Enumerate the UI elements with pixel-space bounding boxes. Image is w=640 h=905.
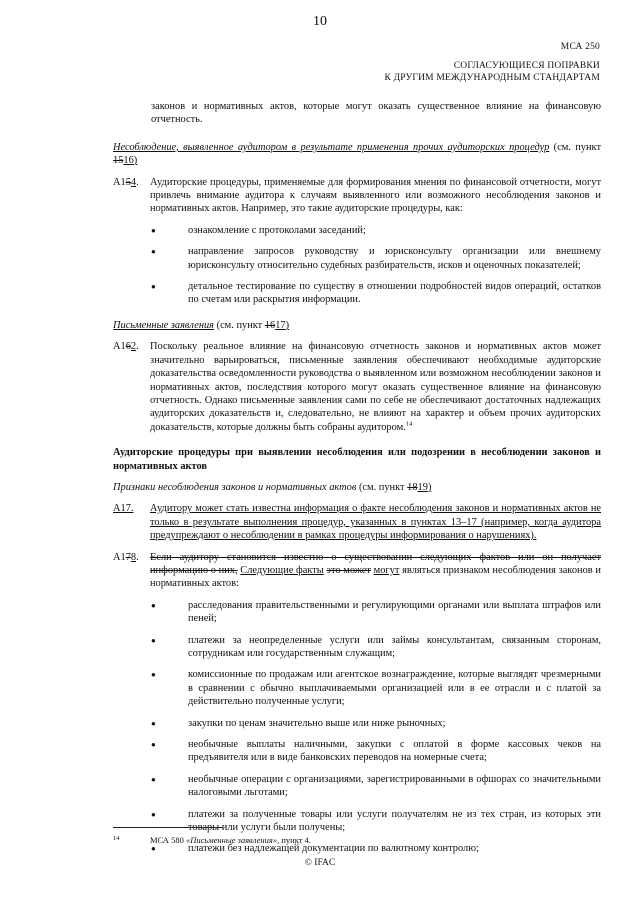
list-item: ● закупки по ценам значительно выше или ниже рыночных;	[151, 717, 446, 729]
doc-code: МСА 250	[560, 42, 600, 52]
section-heading: Аудиторские процедуры при выявлении несоблюдения или подозрении в несоблюдении законов и нормативных актов	[113, 447, 601, 472]
paragraph-label: A162.	[113, 341, 139, 353]
list-item: ● комиссионные по продажам или агентское вознаграждение, которые выглядят чрезмерными в сравнении с обычно выплачиваемыми организацией или в ее отрасли и с платой за действительно полученные услуги;	[151, 669, 601, 708]
list-item: ● платежи за неопределенные услуги или займы консультантам, связанным сторонам, сотрудникам или государственным служащим;	[151, 634, 601, 659]
footnote-ref: 14	[405, 420, 413, 428]
footnote-divider	[113, 827, 223, 828]
footnote	[113, 835, 311, 845]
header-line-2: К ДРУГИМ МЕЖДУНАРОДНЫМ СТАНДАРТАМ	[384, 73, 600, 83]
list-item: ● расследования правительственными и регулирующими органами или выплата штрафов или пеней;	[151, 599, 601, 625]
heading-indicators: Признаки несоблюдения законов и нормативных актов (см. пункт 1819)	[113, 481, 432, 493]
heading-written-representations: Письменные заявления (см. пункт 1617)	[113, 319, 290, 331]
footnote-text: МСА 580 «Письменные заявления», пункт 4.	[150, 835, 311, 845]
header-line-1: СОГЛАСУЮЩИЕСЯ ПОПРАВКИ	[453, 61, 600, 71]
list-item: ● ознакомление с протоколами заседаний;	[151, 224, 366, 236]
paragraph-a17	[113, 502, 601, 542]
paragraph-label: A17.	[113, 503, 134, 515]
paragraph-text: Если аудитору становится известно о существовании следующих фактов или он получает информацию о них, Следующие факты это может могут являться признаком несоблюдения законов и нормативных актов:	[150, 551, 601, 590]
paragraph-a14	[113, 176, 601, 216]
paragraph-a18	[113, 551, 601, 591]
list-item: ● детальное тестирование по существу в отношении подробностей видов операций, остатков по счетам или раскрытия информации.	[151, 281, 601, 306]
paragraph-label: A154.	[113, 176, 139, 188]
heading-noncompliance-other-procedures: Несоблюдение, выявленное аудитором в результате применения прочих аудиторских процедур (см. пункт 1516)	[113, 141, 601, 167]
list-item: ● необычные выплаты наличными, закупки с оплатой в форме кассовых чеков на предъявителя или в виде банковских переводов на номерные счета;	[151, 739, 601, 764]
paragraph-text: Аудиторские процедуры, применяемые для формирования мнения по финансовой отчетности, могут привлечь внимание аудитора к случаям выявленного или возможного несоблюдения законов и нормативных актов. Например, это такие аудиторские процедуры, как:	[150, 176, 601, 215]
page-number: 10	[313, 14, 327, 29]
list-item: ● платежи без надлежащей документации по валютному контролю;	[151, 843, 479, 855]
heading-title: Несоблюдение, выявленное аудитором в результате применения прочих аудиторских процедур	[113, 141, 550, 153]
body-content	[113, 100, 601, 856]
paragraph-text: Аудитору может стать известна информация о факте несоблюдения законов и нормативных актов не только в результате выполнения процедур, указанных в пунктах 13–17 (например, когда аудитора предупреждают о несоблюдении в рамках процедуры информирования о нарушениях).	[150, 503, 601, 542]
paragraph-label: A178.	[113, 551, 139, 563]
running-header	[384, 60, 600, 84]
paragraph-text: Поскольку реальное влияние на финансовую отчетность законов и нормативных актов может значительно варьироваться, письменные заявления обеспечивают необходимые аудиторские доказательства осведомленности руководства о выявленном или возможном несоблюдении законов и нормативных актов, последствия которого могут оказать существенное влияние на финансовую отчетность. Однако письменные заявления сами по себе не обеспечивают достаточных надлежащих аудиторских доказательств и, следовательно, не влияют на характер и объем прочих аудиторских доказательств, которые должны быть собраны аудитором.$^{14}$	[150, 341, 601, 433]
list-item: ● платежи за полученные товары или услуги получателям не из тех стран, из которых эти товары или услуги были получены;	[151, 808, 601, 834]
footnote-number: 14	[113, 835, 120, 842]
intro-paragraph: законов и нормативных актов, которые могут оказать существенное влияние на финансовую отчетность.	[151, 101, 601, 126]
list-item: ● направление запросов руководству и юрисконсульту организации или внешнему юрисконсульту относительно судебных разбирательств, исков и оценочных показателей;	[151, 246, 601, 271]
paragraph-a12	[113, 340, 601, 434]
footer-copyright: © IFAC	[304, 858, 336, 868]
list-item: ● необычные операции с организациями, зарегистрированными в офшорах со значительными налоговыми льготами;	[151, 773, 601, 799]
